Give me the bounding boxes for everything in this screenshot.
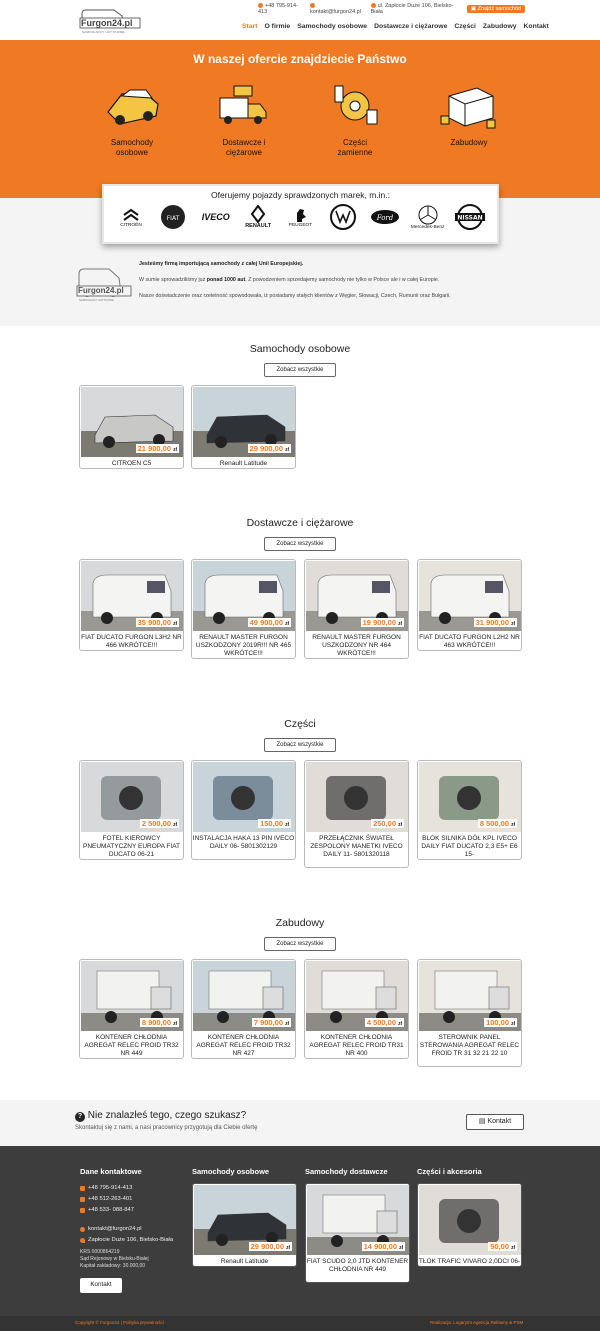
map-pin-icon (80, 1238, 85, 1243)
brands-box (102, 184, 499, 244)
product-price: 49 900,00 zł (249, 618, 289, 627)
product-price: 50,00 zł (490, 1242, 515, 1251)
product-card[interactable] (191, 559, 296, 659)
category-cars-label: Samochody osobowe (110, 138, 154, 157)
product-card[interactable] (304, 559, 409, 659)
brand-nissan (453, 204, 487, 230)
logo-subtitle: SAMOCHODY UŻYTKOWE (82, 30, 125, 34)
car-icon (100, 76, 164, 134)
category-parts-label: Części zamienne (337, 138, 373, 157)
category-vans-label: Dostawcze i ciężarowe (222, 138, 266, 157)
product-name[interactable]: CITROEN C5 (111, 460, 152, 467)
footer-col3-heading: Samochody dostawcze (305, 1167, 388, 1176)
product-price: 14 900,00 zł (363, 1242, 403, 1251)
phone-icon (80, 1186, 85, 1191)
peugeot-lion-icon (294, 207, 308, 223)
nav-samochody-osobowe[interactable]: Samochody osobowe (297, 23, 368, 30)
product-name[interactable]: FIAT DUCATO FURGON L2H2 NR 463 WKRÓTCE!!! (419, 634, 520, 649)
product-name[interactable]: STEROWNIK PANEL STEROWANIA AGREGAT RELEC FROID TR 31 32 21 22 10 (419, 1034, 520, 1057)
brand-renault: RENAULT (241, 205, 275, 229)
site-logo[interactable] (76, 4, 144, 36)
brand-mercedes: Mercedes-Benz (411, 205, 445, 230)
product-price: 8 900,00 zł (141, 1018, 177, 1027)
footer-phone-3[interactable]: +48 533- 088-847 (80, 1207, 134, 1213)
product-price: 19 900,00 zł (362, 618, 402, 627)
product-price: 7 900,00 zł (253, 1018, 289, 1027)
top-contact-bar (258, 4, 525, 14)
product-name[interactable]: KONTENER CHŁODNIA AGREGAT RELEC FROID TR32 NR 449 (84, 1034, 179, 1057)
brand-peugeot: PEUGEOT (284, 207, 318, 228)
footer-col4-heading: Części i akcesoria (417, 1167, 482, 1176)
copyright[interactable]: Copyright © Furgon24 | Polityka prywatności (75, 1320, 164, 1325)
section-title: Samochody osobowe (249, 343, 351, 355)
category-cars[interactable] (77, 76, 187, 158)
phone-icon (80, 1208, 85, 1213)
product-price: 29 900,00 zł (250, 1242, 290, 1251)
ford-logo-icon (370, 209, 400, 225)
engine-parts-icon (323, 76, 387, 134)
map-pin-icon (371, 3, 376, 8)
product-name[interactable]: FIAT SCUDO 2,0 JTD KONTENER CHŁODNIA NR 449 (306, 1258, 409, 1273)
phone-icon (80, 1197, 85, 1202)
nav-zabudowy[interactable]: Zabudowy (482, 23, 517, 30)
product-name[interactable]: Renault Latitude (219, 460, 268, 467)
footer-col2-heading: Samochody osobowe (192, 1167, 270, 1176)
svg-text:Ford: Ford (376, 214, 394, 222)
renault-logo-icon (251, 205, 265, 223)
brand-fiat (156, 204, 190, 230)
footer-contact-heading: Dane kontaktowe (80, 1167, 142, 1176)
nav-czesci[interactable]: Części (454, 23, 476, 30)
contact-band-button[interactable]: ▤ Kontakt (466, 1114, 524, 1130)
phone-icon (258, 3, 263, 8)
product-name[interactable]: PRZEŁĄCZNIK ŚWIATEŁ ZESPOLONY MANETKI IVECO DAILY 11- 5801320118 (310, 835, 403, 858)
footer-product-card[interactable] (305, 1183, 410, 1283)
container-icon (437, 76, 501, 134)
mail-icon (310, 3, 315, 8)
search-car-icon: ▣ (470, 6, 478, 12)
mercedes-star-icon (418, 205, 438, 225)
product-name[interactable]: FOTEL KIEROWCY PNEUMATYCZNY EUROPA FIAT DUCATO 06-21 (82, 835, 181, 858)
product-name[interactable]: RENAULT MASTER FURGON USZKODZONY NR 464 WKRÓTCE!!! (312, 634, 401, 657)
product-name[interactable]: INSTALACJA HAKA 13 PIN IVECO DAILY 06- 5801302129 (192, 835, 295, 850)
product-card[interactable] (304, 760, 409, 868)
contact-band-title: ? Nie znalazłeś tego, czego szukasz? (75, 1110, 246, 1122)
product-card[interactable] (79, 559, 184, 651)
product-card[interactable] (417, 559, 522, 651)
mail-icon (80, 1227, 85, 1232)
product-price: 100,00 zł (486, 1018, 515, 1027)
footer-krs: KRS 0000864219 (80, 1249, 120, 1255)
product-price: 2 500,00 zł (141, 819, 177, 828)
section-title: Dostawcze i ciężarowe (246, 517, 354, 529)
footer-phone-1[interactable]: +48 795-914-413 (80, 1185, 132, 1191)
category-bodies-label: Zabudowy (450, 138, 488, 147)
product-card[interactable] (79, 959, 184, 1059)
svg-text:NISSAN: NISSAN (457, 214, 483, 222)
logo-text: Furgon24.pl (81, 18, 133, 28)
product-price: 8 500,00 zł (479, 819, 515, 828)
product-card[interactable] (79, 760, 184, 860)
product-price: 35 900,00 zł (137, 618, 177, 627)
contact-card-icon: ▤ (478, 1118, 488, 1125)
product-name[interactable]: Renault Latitude (220, 1258, 269, 1265)
nav-dostawcze[interactable]: Dostawcze i ciężarowe (374, 23, 448, 30)
product-name[interactable]: KONTENER CHŁODNIA AGREGAT RELEC FROID TR31 NR 400 (309, 1034, 404, 1057)
category-parts[interactable] (300, 76, 410, 158)
product-card[interactable] (191, 385, 296, 469)
section-title: Części (284, 718, 316, 730)
about-logo (75, 264, 133, 308)
product-price: 29 900,00 zł (249, 444, 289, 453)
see-all-button[interactable]: Zobacz wszystkie (264, 363, 336, 377)
about-p1: Jesteśmy firmą importującą samochody z całej Unii Europejskiej. (139, 261, 304, 267)
footer-capital: Kapitał zakładowy: 30.000,00 (80, 1263, 146, 1269)
footer-court: Sąd Rejonowy w Bielsku-Białej (80, 1256, 149, 1262)
brand-vw (326, 204, 360, 230)
nissan-logo-icon (454, 204, 486, 230)
footer-email[interactable]: kontakt@furgon24.pl (80, 1226, 142, 1232)
category-bodies[interactable] (414, 76, 524, 148)
product-card[interactable] (191, 959, 296, 1059)
category-vans[interactable] (189, 76, 299, 158)
product-card[interactable] (417, 959, 522, 1067)
email-link[interactable]: kontakt@furgon24.pl (310, 3, 366, 15)
see-all-button[interactable]: Zobacz wszystkie (264, 937, 336, 951)
brands-title: Oferujemy pojazdy sprawdzonych marek, m.in.: (210, 190, 391, 200)
footer-phone-2[interactable]: +48 512-263-401 (80, 1196, 132, 1202)
svg-text:FIAT: FIAT (167, 215, 180, 222)
vw-logo-icon (330, 204, 356, 230)
product-name[interactable]: KONTENER CHŁODNIA AGREGAT RELEC FROID TR32 NR 427 (196, 1034, 291, 1057)
find-car-button[interactable]: ▣ Znajdź samochód (467, 5, 525, 13)
about-p2: W sumie sprowadziliśmy już ponad 1000 aut. Z powodzeniem sprzedajemy samochody nie tylko w Polsce ale i w całej Europie. (139, 277, 440, 283)
see-all-button[interactable]: Zobacz wszystkie (264, 537, 336, 551)
nav-kontakt[interactable]: Kontakt (523, 23, 549, 30)
product-card[interactable] (304, 959, 409, 1059)
see-all-button[interactable]: Zobacz wszystkie (264, 738, 336, 752)
fiat-logo-icon (160, 204, 186, 230)
footer-product-card[interactable] (192, 1183, 297, 1267)
product-price: 31 900,00 zł (475, 618, 515, 627)
about-p3: Nasze doświadczenie oraz rzetelność spowodowała, iż posiadamy stałych klientów z Węgier, Słowacji, Czech, Rumunii oraz Bułgarii. (139, 293, 451, 299)
address-text: ul. Zapłocie Duże 106, Bielsko-Biała (370, 3, 454, 15)
credits[interactable]: Realizacja: Logarytm Agencja Reklamy & PSM (430, 1320, 524, 1325)
product-price: 250,00 zł (373, 819, 402, 828)
brand-ford (368, 209, 402, 225)
product-card[interactable] (191, 760, 296, 860)
product-card[interactable] (417, 760, 522, 860)
phone-link[interactable]: +48 795-914-413 (258, 3, 298, 15)
product-card[interactable] (79, 385, 184, 469)
product-name[interactable]: TŁOK TRAFIC VIVARO 2,0DCI 06- (418, 1258, 521, 1265)
about-text (139, 260, 529, 308)
hero-title: W naszej ofercie znajdziecie Państwo (193, 52, 407, 66)
nav-start[interactable]: Start (242, 23, 258, 30)
contact-band-subtitle: Skontaktuj się z nami, a nasi pracownicy przygotują dla Ciebie ofertę (75, 1125, 258, 1131)
footer-contact-button[interactable]: Kontakt (80, 1278, 122, 1293)
section-title: Zabudowy (275, 917, 325, 929)
product-price: 150,00 zł (260, 819, 289, 828)
product-price: 4 500,00 zł (366, 1018, 402, 1027)
question-icon: ? (75, 1112, 85, 1122)
main-nav (242, 23, 549, 30)
product-name[interactable]: RENAULT MASTER FURGON USZKODZONY 2019R!!! NR 465 WKRÓTCE!!! (195, 634, 292, 657)
product-name[interactable]: FIAT DUCATO FURGON L3H2 NR 466 WKRÓTCE!!! (81, 634, 182, 649)
product-price: 21 900,00 zł (137, 444, 177, 453)
brand-citroen: CITROËN (114, 207, 148, 228)
footer-address: Zapłocie Duże 106, Bielsko-Biała (80, 1237, 173, 1243)
product-name[interactable]: BLOK SILNIKA DÓŁ KPL IVECO DAILY FIAT DUCATO 2,3 E5+ E6 15- (421, 835, 518, 858)
truck-icon (212, 76, 276, 134)
citroen-logo-icon (121, 207, 141, 223)
about-logo-subtitle: SAMOCHODY UŻYTKOWE (79, 298, 114, 302)
brand-iveco: IVECO (201, 212, 230, 222)
nav-o-firmie[interactable]: O firmie (264, 23, 291, 30)
footer-product-card[interactable] (417, 1183, 522, 1267)
about-logo-text: Furgon24.pl (78, 286, 124, 295)
